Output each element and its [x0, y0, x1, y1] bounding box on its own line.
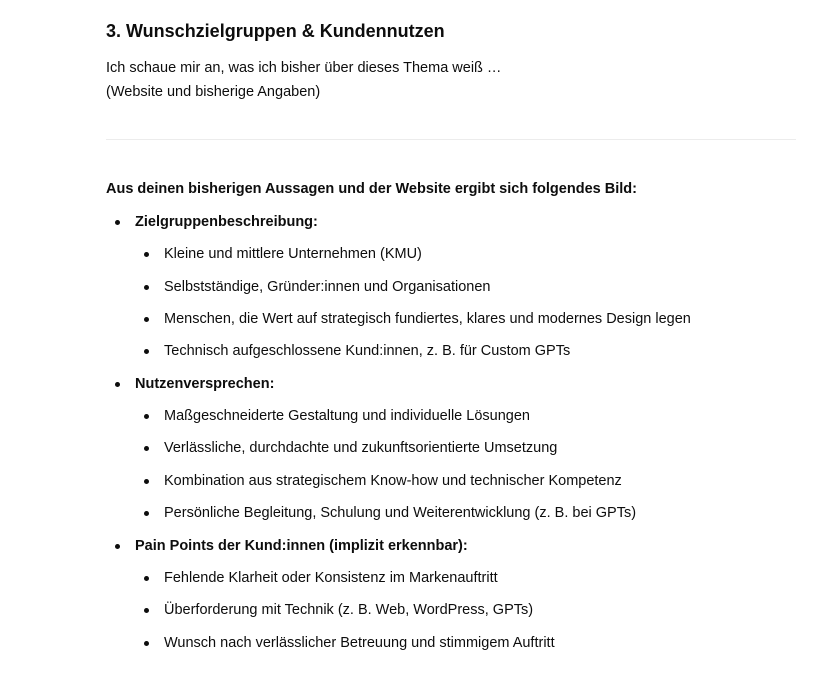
list-item-text: Technisch aufgeschlossene Kund:innen, z. B. für Custom GPTs	[164, 343, 571, 359]
list-item-text: Fehlende Klarheit oder Konsistenz im Markenauftritt	[164, 570, 498, 586]
intro-line: (Website und bisherige Angaben)	[106, 84, 321, 100]
intro-paragraph	[106, 56, 501, 104]
list-item	[164, 471, 622, 491]
bullet-icon	[144, 608, 149, 613]
list-item	[164, 438, 557, 458]
list-item-text: Wunsch nach verlässlicher Betreuung und stimmigem Auftritt	[164, 635, 555, 651]
bullet-icon	[144, 511, 149, 516]
list-item-text: Überforderung mit Technik (z. B. Web, WordPress, GPTs)	[164, 602, 534, 618]
bullet-icon	[144, 349, 149, 354]
list-item	[164, 633, 555, 653]
group-title-text: Zielgruppenbeschreibung:	[135, 214, 318, 230]
group-title-zielgruppen	[135, 212, 318, 232]
list-item	[164, 277, 490, 297]
bullet-icon	[144, 414, 149, 419]
group-title-nutzenversprechen	[135, 374, 274, 394]
list-item	[164, 309, 691, 329]
list-item-text: Menschen, die Wert auf strategisch fundiertes, klares und modernes Design legen	[164, 311, 691, 327]
list-item-text: Selbstständige, Gründer:innen und Organisationen	[164, 279, 491, 295]
section-heading: 3. Wunschzielgruppen & Kundennutzen	[106, 21, 445, 41]
group-title-text: Pain Points der Kund:innen (implizit erkennbar):	[135, 538, 468, 554]
bullet-icon	[115, 544, 120, 549]
list-item	[164, 600, 533, 620]
group-title-pain-points	[135, 536, 468, 556]
list-item	[164, 244, 422, 264]
list-item	[164, 406, 530, 426]
horizontal-divider	[106, 139, 796, 140]
list-item	[164, 568, 498, 588]
bullet-icon	[144, 641, 149, 646]
group-title-text: Nutzenversprechen:	[135, 376, 275, 392]
list-item-text: Verlässliche, durchdachte und zukunftsorientierte Umsetzung	[164, 440, 558, 456]
list-item	[164, 341, 570, 361]
list-item-text: Maßgeschneiderte Gestaltung und individuelle Lösungen	[164, 408, 530, 424]
bullet-icon	[115, 220, 120, 225]
bullet-icon	[144, 317, 149, 322]
bullet-icon	[144, 576, 149, 581]
summary-heading: Aus deinen bisherigen Aussagen und der Website ergibt sich folgendes Bild:	[106, 181, 637, 197]
bullet-icon	[144, 479, 149, 484]
list-item	[164, 503, 636, 523]
list-item-text: Kombination aus strategischem Know-how und technischer Kompetenz	[164, 473, 622, 489]
bullet-icon	[115, 382, 120, 387]
bullet-icon	[144, 285, 149, 290]
list-item-text: Persönliche Begleitung, Schulung und Weiterentwicklung (z. B. bei GPTs)	[164, 505, 637, 521]
intro-line: Ich schaue mir an, was ich bisher über dieses Thema weiß …	[106, 60, 502, 76]
list-item-text: Kleine und mittlere Unternehmen (KMU)	[164, 246, 422, 262]
bullet-icon	[144, 446, 149, 451]
bullet-icon	[144, 252, 149, 257]
